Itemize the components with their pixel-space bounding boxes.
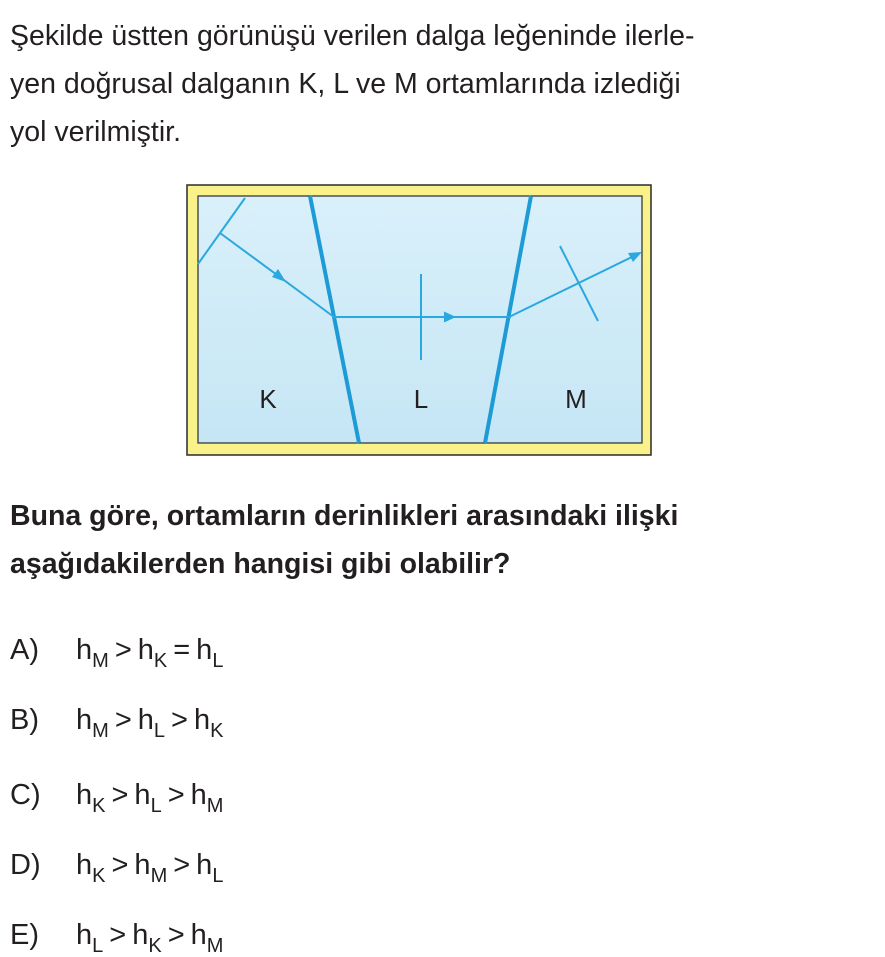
depth-symbol: h bbox=[134, 849, 151, 881]
depth-symbol: h bbox=[76, 704, 93, 736]
relation-operator: > bbox=[114, 634, 132, 666]
depth-term bbox=[76, 849, 106, 887]
medium-subscript: M bbox=[92, 650, 109, 672]
medium-subscript: L bbox=[150, 795, 162, 817]
depth-symbol: h bbox=[137, 634, 154, 666]
label-m: M bbox=[565, 384, 587, 414]
option-letter: C) bbox=[10, 779, 41, 811]
relation-operator: > bbox=[167, 779, 185, 811]
option-expression bbox=[76, 915, 223, 955]
relation-operator: > bbox=[171, 704, 188, 736]
depth-term bbox=[76, 779, 106, 817]
depth-term bbox=[196, 849, 224, 887]
depth-symbol: h bbox=[76, 919, 93, 951]
label-k: K bbox=[259, 384, 277, 414]
intro-text bbox=[10, 12, 870, 156]
medium-subscript: K bbox=[153, 650, 168, 672]
answer-option-b[interactable] bbox=[10, 700, 223, 740]
option-expression bbox=[76, 845, 223, 885]
depth-term bbox=[137, 634, 168, 672]
relation-operator: > bbox=[114, 704, 132, 736]
relation-operator: > bbox=[109, 919, 127, 951]
relation-operator: > bbox=[167, 919, 185, 951]
depth-term bbox=[76, 634, 109, 672]
medium-subscript: K bbox=[92, 795, 106, 817]
answer-option-e[interactable] bbox=[10, 915, 223, 955]
medium-subscript: M bbox=[206, 795, 224, 817]
depth-term bbox=[137, 704, 166, 742]
medium-subscript: M bbox=[150, 865, 168, 887]
depth-term bbox=[190, 919, 224, 957]
depth-symbol: h bbox=[137, 704, 154, 736]
relation-operator: > bbox=[111, 849, 129, 881]
option-expression bbox=[76, 775, 223, 815]
intro-line: Şekilde üstten görünüşü verilen dalga leğeninde ilerle- bbox=[10, 20, 695, 52]
depth-term bbox=[196, 634, 224, 672]
answer-option-d[interactable] bbox=[10, 845, 223, 885]
answer-option-a[interactable] bbox=[10, 630, 223, 670]
depth-term bbox=[134, 779, 162, 817]
label-l: L bbox=[413, 384, 429, 414]
depth-term bbox=[190, 779, 224, 817]
question-text bbox=[10, 492, 875, 588]
medium-subscript: L bbox=[212, 650, 224, 672]
relation-operator: > bbox=[111, 779, 129, 811]
relation-operator: = bbox=[173, 634, 191, 666]
wave-tank-figure bbox=[186, 184, 652, 456]
medium-subscript: M bbox=[206, 935, 224, 957]
depth-symbol: h bbox=[190, 919, 207, 951]
answer-option-c[interactable] bbox=[10, 775, 223, 815]
depth-symbol: h bbox=[193, 704, 211, 736]
medium-subscript: K bbox=[210, 720, 224, 742]
depth-term bbox=[76, 919, 104, 957]
option-letter: B) bbox=[10, 704, 39, 736]
question-line: aşağıdakilerden hangisi gibi olabilir? bbox=[10, 548, 511, 580]
depth-term bbox=[193, 704, 224, 742]
depth-symbol: h bbox=[132, 919, 149, 951]
option-expression bbox=[76, 630, 223, 670]
medium-subscript: L bbox=[212, 865, 224, 887]
depth-symbol: h bbox=[76, 779, 93, 811]
medium-subscript: L bbox=[153, 720, 166, 742]
relation-operator: > bbox=[173, 849, 191, 881]
depth-symbol: h bbox=[190, 779, 207, 811]
depth-term bbox=[76, 704, 109, 742]
depth-symbol: h bbox=[196, 849, 213, 881]
depth-term bbox=[134, 849, 168, 887]
option-letter: D) bbox=[10, 849, 41, 881]
option-expression bbox=[76, 700, 223, 740]
option-letter: A) bbox=[10, 634, 39, 666]
medium-subscript: K bbox=[148, 935, 162, 957]
question-line: Buna göre, ortamların derinlikleri arasındaki ilişki bbox=[10, 500, 679, 532]
option-letter: E) bbox=[10, 919, 39, 951]
depth-term bbox=[132, 919, 162, 957]
medium-subscript: M bbox=[92, 720, 109, 742]
depth-symbol: h bbox=[76, 634, 93, 666]
medium-subscript: L bbox=[92, 935, 104, 957]
depth-symbol: h bbox=[76, 849, 93, 881]
intro-line: yol verilmiştir. bbox=[10, 116, 182, 148]
intro-line: yen doğrusal dalganın K, L ve M ortamlarında izlediği bbox=[10, 68, 681, 100]
depth-symbol: h bbox=[196, 634, 213, 666]
depth-symbol: h bbox=[134, 779, 151, 811]
medium-subscript: K bbox=[92, 865, 106, 887]
